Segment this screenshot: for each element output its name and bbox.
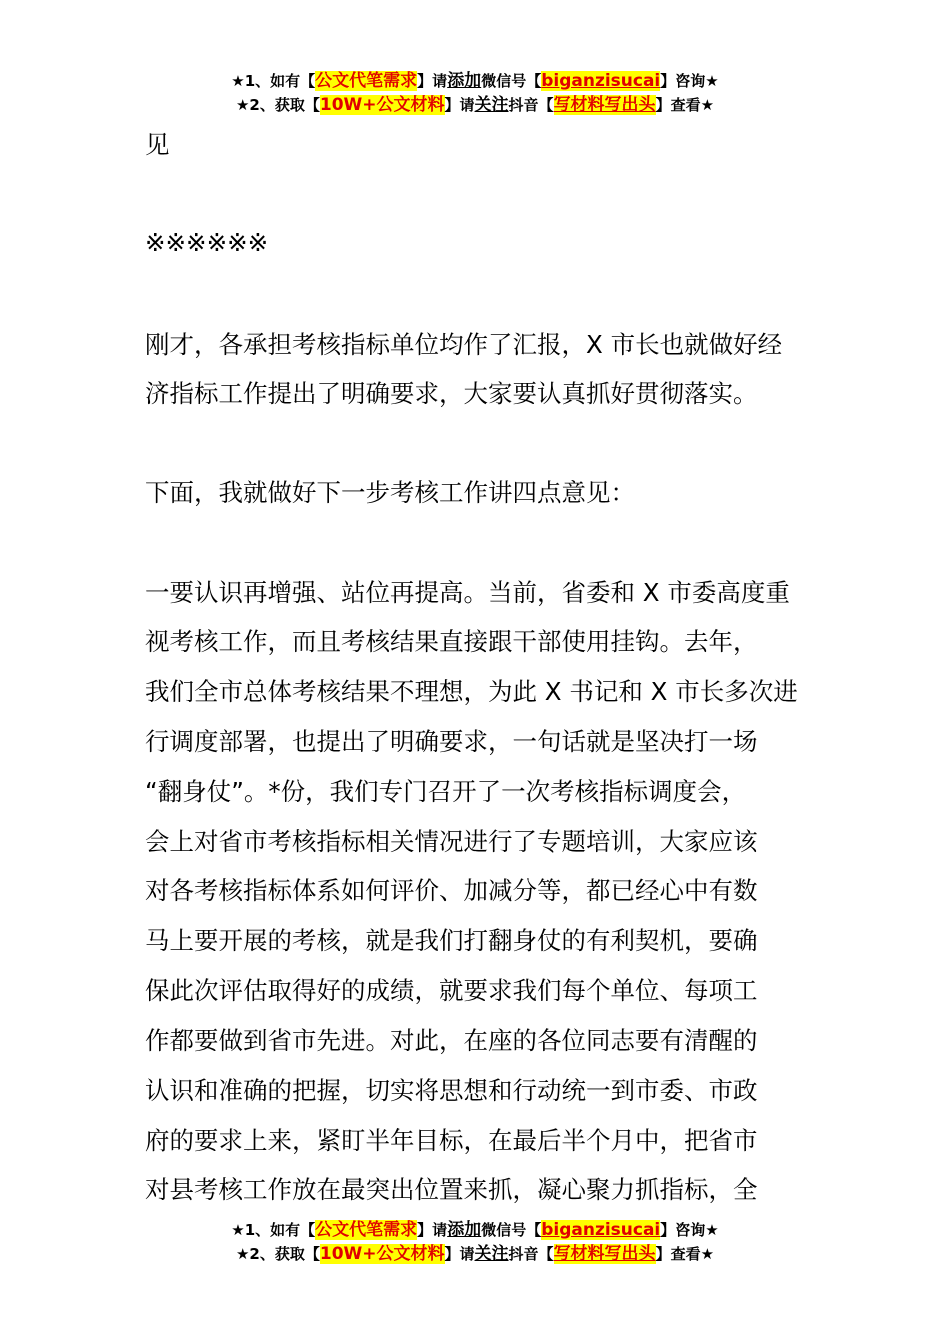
text-line: 视考核工作，而且考核结果直接跟干部使用挂钩。去年， [145,627,758,656]
banner-line-1 [0,1218,950,1242]
text-line: ※※※※※※ [145,228,269,257]
text-line: 会上对省市考核指标相关情况进行了专题培训，大家应该 [145,827,758,856]
text-line: “翻身仗”。*份，我们专门召开了一次考核指标调度会， [145,777,747,806]
banner-text: ★1、如有【 [231,1221,316,1239]
douyin-account: 写材料写出头 [553,1244,656,1264]
banner-text: 抖音【 [508,1245,554,1263]
banner-text: 】请 [417,72,448,90]
banner-emphasis: 添加 [447,1220,482,1240]
banner-text: ★2、获取【 [235,96,320,114]
banner-text: ★2、获取【 [235,1245,320,1263]
text-line: 行调度部署，也提出了明确要求，一句话就是坚决打一场 [145,727,758,756]
banner-text: 】咨询★ [660,72,719,90]
text-line: 认识和准确的把握，切实将思想和行动统一到市委、市政 [145,1076,758,1105]
banner-text: 微信号【 [481,72,542,90]
header-banner [0,69,950,117]
banner-emphasis: 关注 [474,1244,509,1264]
footer-banner [0,1218,950,1266]
banner-line-2 [0,93,950,117]
banner-text: 】咨询★ [660,1221,719,1239]
text-line: 保此次评估取得好的成绩，就要求我们每个单位、每项工 [145,976,758,1005]
banner-emphasis: 添加 [447,71,482,91]
banner-line-1 [0,69,950,93]
banner-emphasis: 关注 [474,95,509,115]
text-line: 对县考核工作放在最突出位置来抓，凝心聚力抓指标，全 [145,1175,758,1204]
banner-highlight: 10W+公文材料 [319,1244,445,1264]
banner-text: 】查看★ [655,1245,715,1263]
banner-highlight: 公文代笔需求 [315,71,418,91]
wechat-id: biganzisucai [541,1220,661,1240]
banner-text: ★1、如有【 [231,72,316,90]
banner-line-2 [0,1242,950,1266]
text-line: 府的要求上来，紧盯半年目标，在最后半个月中，把省市 [145,1126,758,1155]
banner-text: 】请 [417,1221,448,1239]
text-line: 作都要做到省市先进。对此，在座的各位同志要有清醒的 [145,1026,758,1055]
text-line: 下面，我就做好下一步考核工作讲四点意见： [145,478,635,507]
banner-text: 】请 [444,96,475,114]
text-line: 刚才，各承担考核指标单位均作了汇报，X 市长也就做好经 [145,330,783,359]
banner-text: 微信号【 [481,1221,542,1239]
text-line: 见 [145,130,170,159]
douyin-account: 写材料写出头 [553,95,656,115]
banner-text: 】请 [444,1245,475,1263]
banner-highlight: 10W+公文材料 [319,95,445,115]
text-line: 马上要开展的考核，就是我们打翻身仗的有利契机，要确 [145,926,758,955]
text-line: 一要认识再增强、站位再提高。当前，省委和 X 市委高度重 [145,578,790,607]
text-line: 济指标工作提出了明确要求，大家要认真抓好贯彻落实。 [145,379,758,408]
banner-highlight: 公文代笔需求 [315,1220,418,1240]
banner-text: 抖音【 [508,96,554,114]
text-line: 对各考核指标体系如何评价、加减分等，都已经心中有数 [145,876,758,905]
banner-text: 】查看★ [655,96,715,114]
text-line: 我们全市总体考核结果不理想，为此 X 书记和 X 市长多次进 [145,677,798,706]
wechat-id: biganzisucai [541,71,661,91]
